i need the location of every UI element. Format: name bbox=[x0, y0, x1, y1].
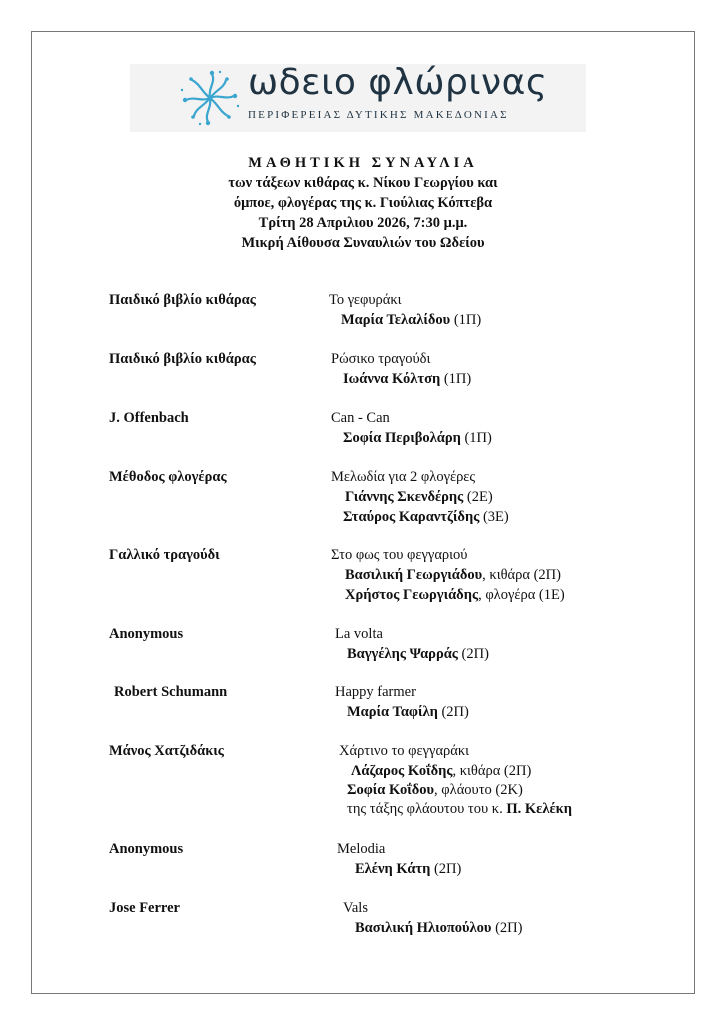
logo-subtitle: ΠΕΡΙΦΕΡΕΙΑΣ ΔΥΤΙΚΗΣ ΜΑΚΕΔΟΝΙΑΣ bbox=[248, 109, 509, 121]
program-performer: Ιωάννα Κόλτση (1Π) bbox=[343, 371, 472, 387]
program-composer: Παιδικό βιβλίο κιθάρας bbox=[109, 351, 256, 367]
program-composer: Jose Ferrer bbox=[109, 900, 180, 916]
program-note: της τάξης φλάουτου του κ. Π. Κελέκη bbox=[347, 801, 572, 817]
conservatory-logo bbox=[130, 64, 586, 132]
program-performer: Μαρία Ταφίλη (2Π) bbox=[347, 704, 469, 720]
program-piece: Ρώσικο τραγούδι bbox=[331, 351, 431, 367]
program-composer: Anonymous bbox=[109, 626, 184, 642]
program-performer: Σοφία Κοΐδου, φλάουτο (2Κ) bbox=[347, 782, 523, 798]
program-performer: Ελένη Κάτη (2Π) bbox=[355, 861, 462, 877]
swirl-logo-icon bbox=[178, 68, 242, 128]
program-performer: Σταύρος Καραντζίδης (3Ε) bbox=[343, 509, 509, 525]
program-piece: Το γεφυράκι bbox=[329, 292, 402, 308]
logo-name: ωδειο φλώρινας bbox=[248, 62, 548, 103]
program-piece: Can - Can bbox=[331, 410, 390, 426]
program-piece: Στο φως του φεγγαριού bbox=[331, 547, 468, 563]
program-piece: Melodia bbox=[337, 841, 386, 857]
program-composer: Παιδικό βιβλίο κιθάρας bbox=[109, 292, 256, 308]
program-piece: Vals bbox=[343, 900, 368, 916]
program-performer: Βασιλική Ηλιοπούλου (2Π) bbox=[355, 920, 523, 936]
program-composer: Robert Schumann bbox=[114, 684, 228, 700]
program-piece: Happy farmer bbox=[335, 684, 416, 700]
concert-date: Τρίτη 28 Απριλιου 2026, 7:30 μ.μ. bbox=[258, 215, 468, 231]
program-piece: Μελωδία για 2 φλογέρες bbox=[331, 469, 476, 485]
concert-venue: Μικρή Αίθουσα Συναυλιών του Ωδείου bbox=[241, 235, 485, 251]
program-performer: Χρήστος Γεωργιάδης, φλογέρα (1Ε) bbox=[345, 587, 565, 603]
program-composer: Μάνος Χατζιδάκις bbox=[109, 743, 224, 759]
program-performer: Μαρία Τελαλίδου (1Π) bbox=[341, 312, 482, 328]
program-piece: La volta bbox=[335, 626, 383, 642]
classes-line-2: όμποε, φλογέρας της κ. Γιούλιας Κόπτεβα bbox=[233, 195, 493, 211]
program-composer: Μέθοδος φλογέρας bbox=[109, 469, 227, 485]
program-composer: Γαλλικό τραγούδι bbox=[109, 547, 220, 563]
program-performer: Βασιλική Γεωργιάδου, κιθάρα (2Π) bbox=[345, 567, 561, 583]
program-composer: J. Offenbach bbox=[109, 410, 189, 426]
program-piece: Χάρτινο το φεγγαράκι bbox=[339, 743, 470, 759]
program-performer: Βαγγέλης Ψαρράς (2Π) bbox=[347, 646, 489, 662]
program-composer: Anonymous bbox=[109, 841, 184, 857]
program-performer: Γιάννης Σκενδέρης (2Ε) bbox=[345, 489, 493, 505]
program-performer: Λάζαρος Κοΐδης, κιθάρα (2Π) bbox=[351, 763, 532, 779]
concert-title: ΜΑΘΗΤΙΚΗ ΣΥΝΑΥΛΙΑ bbox=[248, 155, 478, 171]
program-performer: Σοφία Περιβολάρη (1Π) bbox=[343, 430, 492, 446]
classes-line-1: των τάξεων κιθάρας κ. Νίκου Γεωργίου και bbox=[228, 175, 498, 191]
